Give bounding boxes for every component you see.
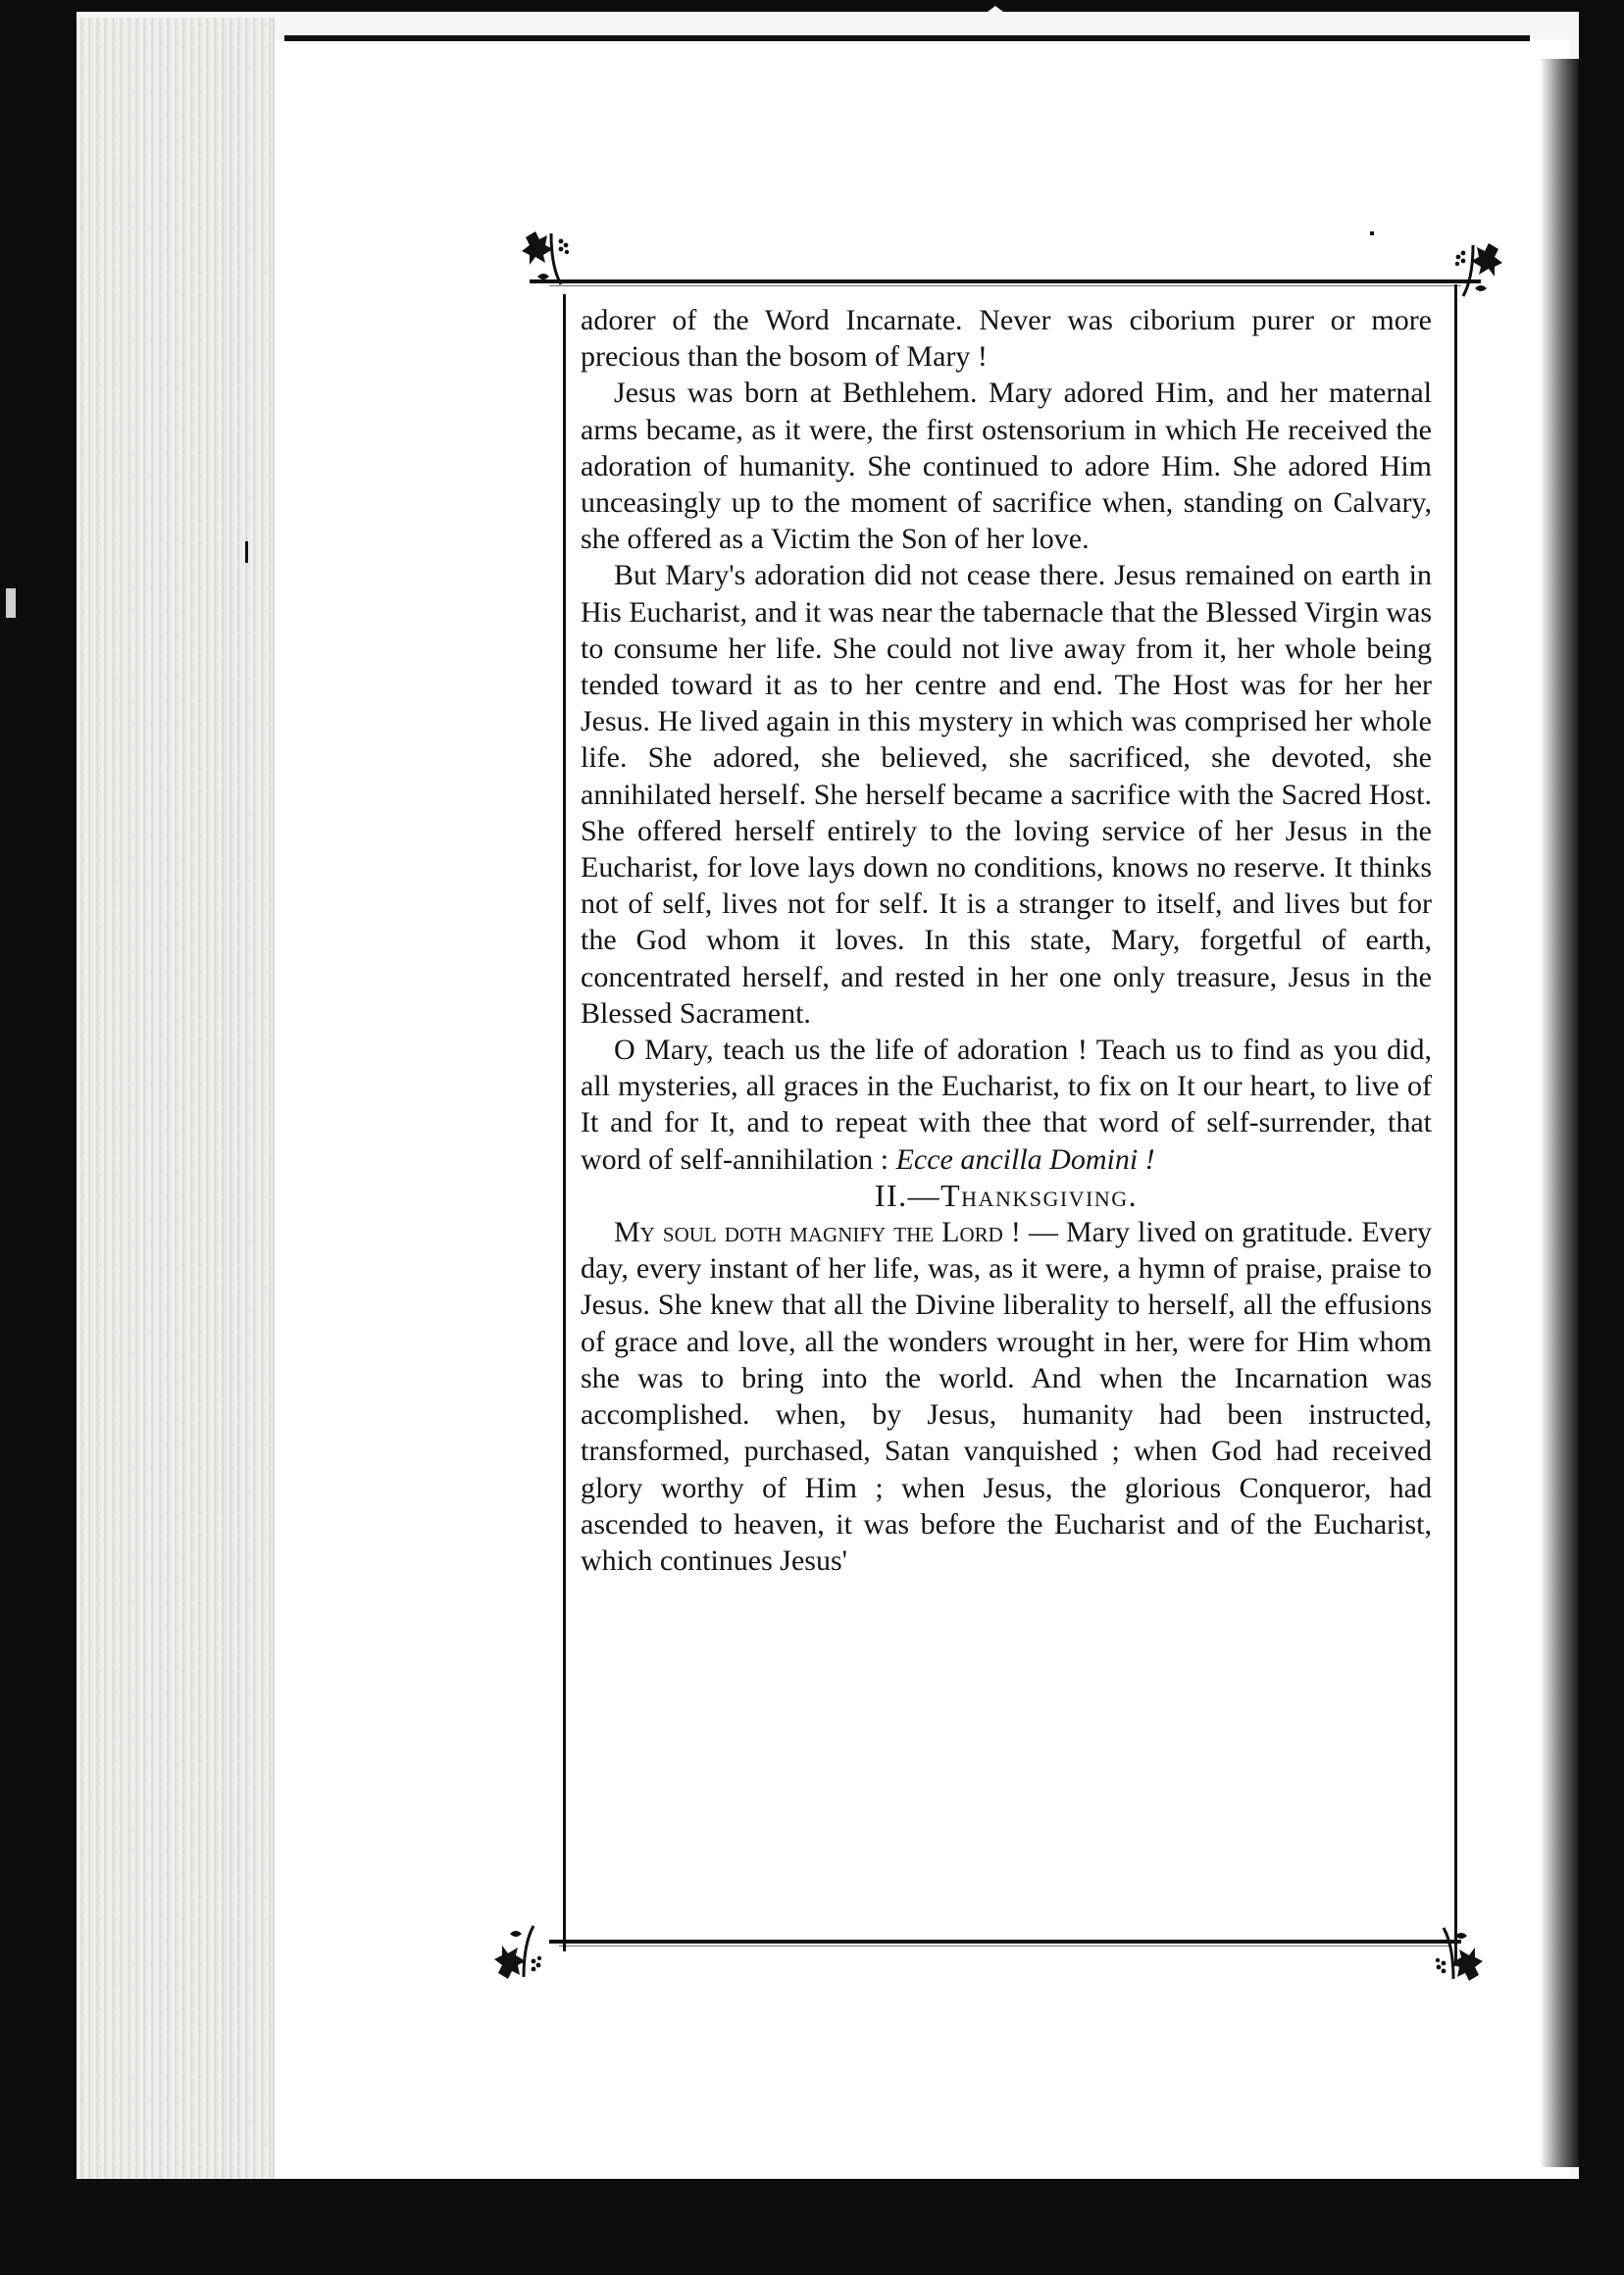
vine-leaf-ornament-icon	[1424, 1922, 1487, 1985]
scan-mark	[1370, 231, 1374, 235]
paragraph: But Mary's adoration did not cease there. Jesus remained on earth in His Eucharist, and it was near the tabernacle that the Blessed Virgin was to consume her life. She could not live away from it, her whole being tended toward it as to her centre and end. The Host was for her her Jesus. He lived again in this mystery in which was comprised her whole life. She adored, she believed, she sacrificed, she devoted, she annihilated herself. She herself became a sacrifice with the Sacred Host. She offered herself entirely to the loving service of her Jesus in the Eucharist, for love lays down no conditions, knows no reserve. It thinks not of self, lives not for self. It is a stranger to itself, and lives but for the God whom it loves. In this state, Mary, forgetful of earth, concentrated herself, and rested in her one only treasure, Jesus in the Blessed Sacrament.	[581, 559, 1432, 1030]
paragraph-text: — Mary lived on gratitude. Every day, every instant of her life, was, as it were, a hymn of praise, praise to Jesus. She knew that all the Divine liberality to herself, all the effusions of grace and love, all the wonders wrought in her, were for Him whom she was to bring into the world. And when the Incarnation was accomplished. when, by Jesus, humanity had been instructed, transformed, purchased, Satan vanquished ; when God had received glory worthy of Him ; when Jesus, the glorious Conqueror, had ascended to heaven, it was before the Eucharist and of the Eucharist, which continues Jesus'	[581, 1216, 1432, 1577]
vine-leaf-ornament-icon	[518, 228, 581, 290]
top-page-strip	[284, 35, 1530, 41]
frame-bottom-rule	[549, 1940, 1461, 1944]
binding-shadow	[1540, 59, 1579, 2167]
paragraph-lead: My soul doth magnify the Lord !	[614, 1216, 1021, 1249]
paragraph	[581, 1032, 1432, 1178]
top-notch	[956, 6, 1035, 35]
vine-leaf-ornament-icon	[490, 1920, 553, 1983]
frame-left-rule	[563, 294, 566, 1951]
vine-leaf-ornament-icon	[1444, 239, 1506, 302]
scan-mark	[245, 541, 248, 563]
page-text	[581, 302, 1432, 1579]
frame-top-rule	[530, 279, 1481, 283]
paragraph: adorer of the Word Incarnate. Never was ciborium purer or more precious than the bosom of Mary !	[581, 304, 1432, 374]
paragraph: Jesus was born at Bethlehem. Mary adored Him, and her maternal arms became, as it were, the first ostensorium in which He received the adoration of humanity. She continued to adore Him. She adored Him unceasingly up to the moment of sacrifice when, standing on Calvary, she offered as a Victim the Son of her love.	[581, 377, 1432, 556]
frame-top-rule-thin	[549, 285, 1461, 286]
section-heading: II.—Thanksgiving.	[874, 1177, 1139, 1213]
paragraph	[581, 1214, 1432, 1579]
paragraph-text: O Mary, teach us the life of adoration ! Teach us to find as you did, all mysteries, all graces in the Eucharist, to fix on It our heart, to live of It and for It, and to repeat with thee that word of self-surrender, that word of self-annihilation :	[581, 1034, 1432, 1176]
page-edges	[76, 18, 275, 2179]
scan-mark	[6, 588, 16, 618]
frame-right-rule	[1454, 284, 1457, 1966]
latin-quote: Ecce ancilla Domini !	[895, 1142, 1155, 1176]
